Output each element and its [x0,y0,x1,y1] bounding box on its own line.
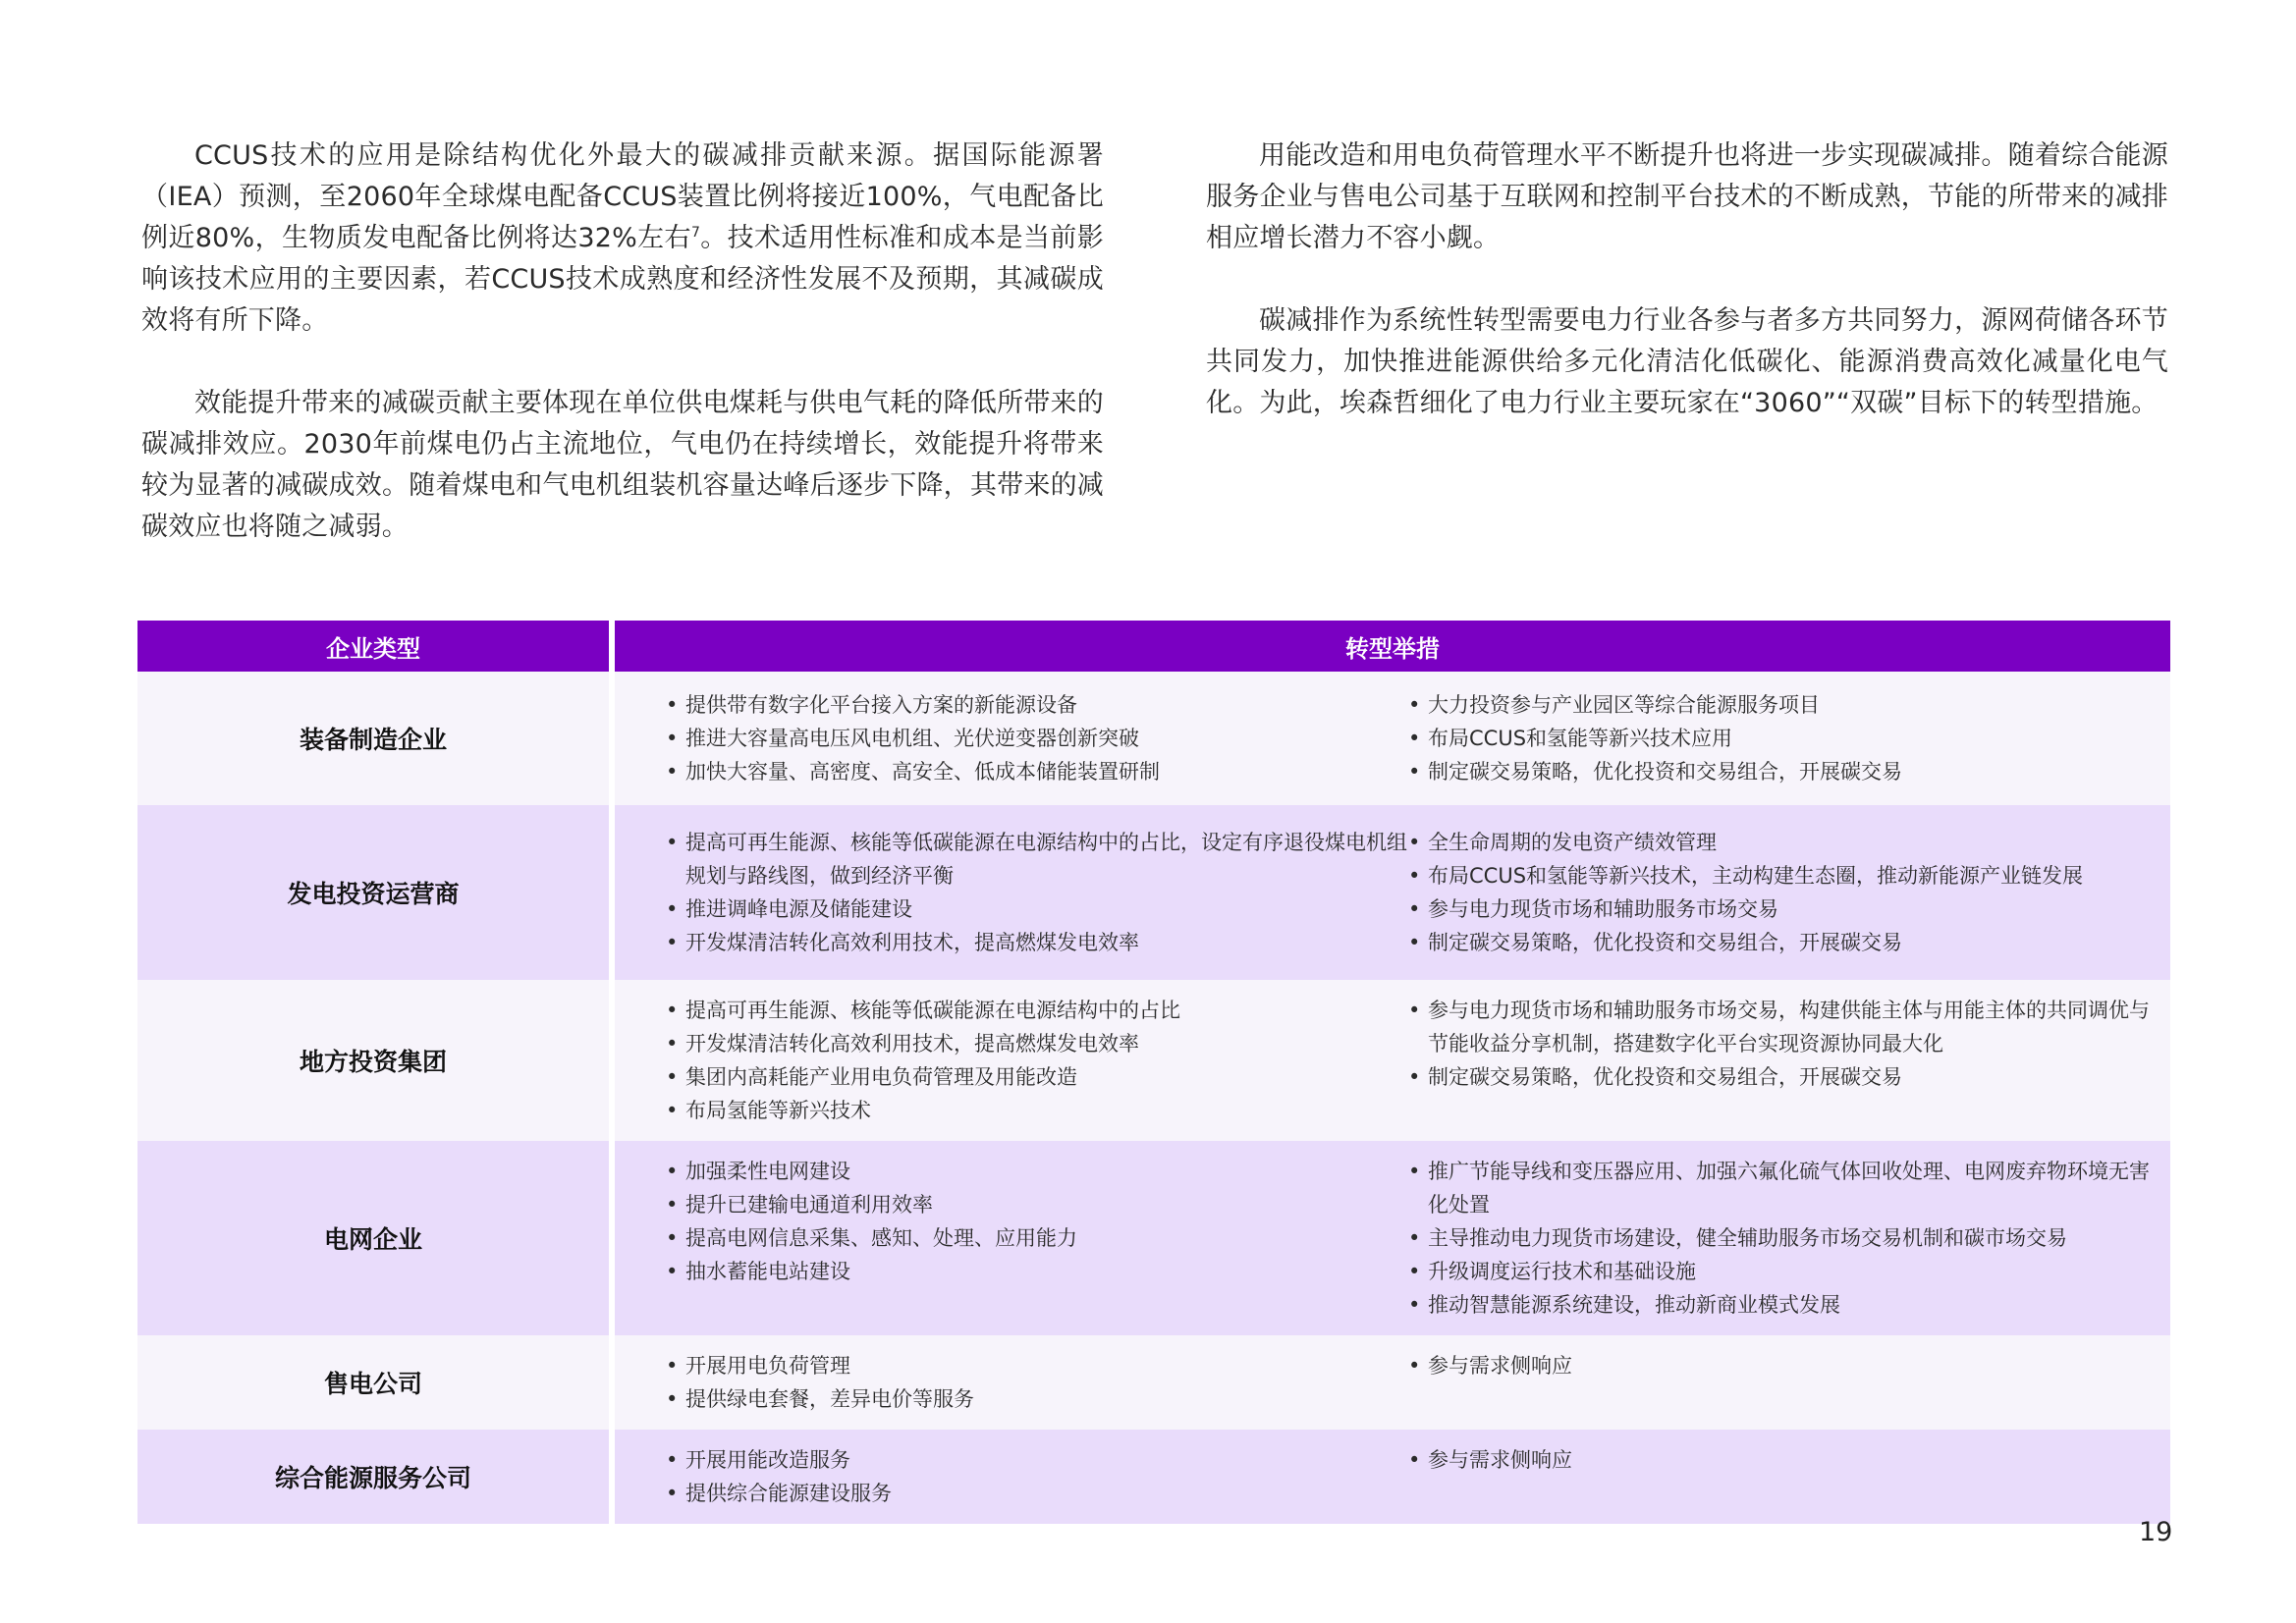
right-text-column [1206,135,2168,465]
measure-item: • 提高可再生能源、核能等低碳能源在电源结构中的占比 [666,994,1408,1027]
measure-item: • 提高可再生能源、核能等低碳能源在电源结构中的占比，设定有序退役煤电机组规划与路线图，做到经济平衡 [666,826,1408,893]
measure-item: • 抽水蓄能电站建设 [666,1255,1408,1288]
measures-list-right [1408,1349,2155,1416]
paragraph-load-management: 用能改造和用电负荷管理水平不断提升也将进一步实现碳减排。随着综合能源服务企业与售电公司基于互联网和控制平台技术的不断成熟，节能的所带来的减排相应增长潜力不容小觑。 [1206,140,2168,253]
measure-item: • 布局CCUS和氢能等新兴技术应用 [1408,722,2155,755]
measures-cell [615,1335,2170,1430]
table-row [137,1335,2170,1430]
measure-item: • 开展用电负荷管理 [666,1349,1408,1382]
measure-item: • 参与需求侧响应 [1408,1349,2155,1382]
table-row [137,672,2170,805]
measure-item: • 参与需求侧响应 [1408,1443,2155,1477]
transition-measures-table [137,621,2170,1524]
measure-item: • 提供综合能源建设服务 [666,1477,1408,1510]
measure-item: • 集团内高耗能产业用电负荷管理及用能改造 [666,1060,1408,1094]
measure-item: • 参与电力现货市场和辅助服务市场交易，构建供能主体与用能主体的共同调优与节能收益分享机制，搭建数字化平台实现资源协同最大化 [1408,994,2155,1060]
enterprise-type-cell: 地方投资集团 [137,980,615,1141]
measures-cell [615,805,2170,980]
measures-list-left [615,994,1408,1127]
table-row [137,805,2170,980]
left-text-column [141,135,1104,589]
measure-item: • 提供带有数字化平台接入方案的新能源设备 [666,688,1408,722]
measures-cell [615,1430,2170,1524]
measure-item: • 推动智慧能源系统建设，推动新商业模式发展 [1408,1288,2155,1322]
header-enterprise-type: 企业类型 [137,621,615,672]
measure-item: • 全生命周期的发电资产绩效管理 [1408,826,2155,859]
measure-item: • 制定碳交易策略，优化投资和交易组合，开展碳交易 [1408,1060,2155,1094]
measure-item: • 推广节能导线和变压器应用、加强六氟化硫气体回收处理、电网废弃物环境无害化处置 [1408,1155,2155,1221]
measure-item: • 加快大容量、高密度、高安全、低成本储能装置研制 [666,755,1408,788]
measures-list-left [615,1155,1408,1322]
measure-item: • 提升已建输电通道利用效率 [666,1188,1408,1221]
measure-item: • 参与电力现货市场和辅助服务市场交易 [1408,893,2155,926]
paragraph-ccus-tail: 。技术适用性标准和成本是当前影响该技术应用的主要因素，若CCUS技术成熟度和经济性发展不及预期，其减碳成效将有所下降。 [141,223,1104,336]
measures-list-left [615,688,1408,788]
measure-item: • 主导推动电力现货市场建设，健全辅助服务市场交易机制和碳市场交易 [1408,1221,2155,1255]
measure-item: • 开展用能改造服务 [666,1443,1408,1477]
paragraph-efficiency: 效能提升带来的减碳贡献主要体现在单位供电煤耗与供电气耗的降低所带来的碳减排效应。2030年前煤电仍占主流地位，气电仍在持续增长，效能提升将带来较为显著的减碳成效。随着煤电和气电机组装机容量达峰后逐步下降，其带来的减碳效应也将随之减弱。 [141,388,1104,542]
measure-item: • 推进调峰电源及储能建设 [666,893,1408,926]
measure-item: • 提高电网信息采集、感知、处理、应用能力 [666,1221,1408,1255]
measure-item: • 大力投资参与产业园区等综合能源服务项目 [1408,688,2155,722]
measure-item: • 推进大容量高电压风电机组、光伏逆变器创新突破 [666,722,1408,755]
measure-item: • 升级调度运行技术和基础设施 [1408,1255,2155,1288]
measures-list-right [1408,688,2155,788]
enterprise-type-cell: 售电公司 [137,1335,615,1430]
measure-item: • 加强柔性电网建设 [666,1155,1408,1188]
measure-item: • 开发煤清洁转化高效利用技术，提高燃煤发电效率 [666,926,1408,959]
paragraph-ccus-text: CCUS技术的应用是除结构优化外最大的碳减排贡献来源。据国际能源署（IEA）预测，至2060年全球煤电配备CCUS装置比例将接近100%，气电配备比例近80%，生物质发电配备比例将达32%左右 [141,140,1104,253]
enterprise-type-cell: 装备制造企业 [137,672,615,805]
measure-item: • 制定碳交易策略，优化投资和交易组合，开展碳交易 [1408,926,2155,959]
measures-list-right [1408,1155,2155,1322]
enterprise-type-cell: 综合能源服务公司 [137,1430,615,1524]
paragraph-systemic-transition: 碳减排作为系统性转型需要电力行业各参与者多方共同努力，源网荷储各环节共同发力，加快推进能源供给多元化清洁化低碳化、能源消费高效化减量化电气化。为此，埃森哲细化了电力行业主要玩家在“3060”“双碳”目标下的转型措施。 [1206,305,2168,418]
table-header-row [137,621,2170,672]
measures-list-right [1408,1443,2155,1510]
measures-cell [615,1141,2170,1335]
measure-item: • 布局氢能等新兴技术 [666,1094,1408,1127]
paragraph-ccus [141,135,1104,342]
table-row [137,1141,2170,1335]
measures-list-right [1408,826,2155,959]
header-measures: 转型举措 [615,621,2170,672]
table-row [137,1430,2170,1524]
measure-item: • 开发煤清洁转化高效利用技术，提高燃煤发电效率 [666,1027,1408,1060]
table-row [137,980,2170,1141]
measure-item: • 提供绿电套餐，差异电价等服务 [666,1382,1408,1416]
measures-list-left [615,826,1408,959]
page-number: 19 [2139,1517,2173,1547]
footnote-mark: 7 [690,225,701,241]
measure-item: • 制定碳交易策略，优化投资和交易组合，开展碳交易 [1408,755,2155,788]
measures-list-left [615,1443,1408,1510]
measures-cell [615,672,2170,805]
enterprise-type-cell: 发电投资运营商 [137,805,615,980]
measures-list-right [1408,994,2155,1127]
enterprise-type-cell: 电网企业 [137,1141,615,1335]
measures-list-left [615,1349,1408,1416]
measures-cell [615,980,2170,1141]
measure-item: • 布局CCUS和氢能等新兴技术，主动构建生态圈，推动新能源产业链发展 [1408,859,2155,893]
